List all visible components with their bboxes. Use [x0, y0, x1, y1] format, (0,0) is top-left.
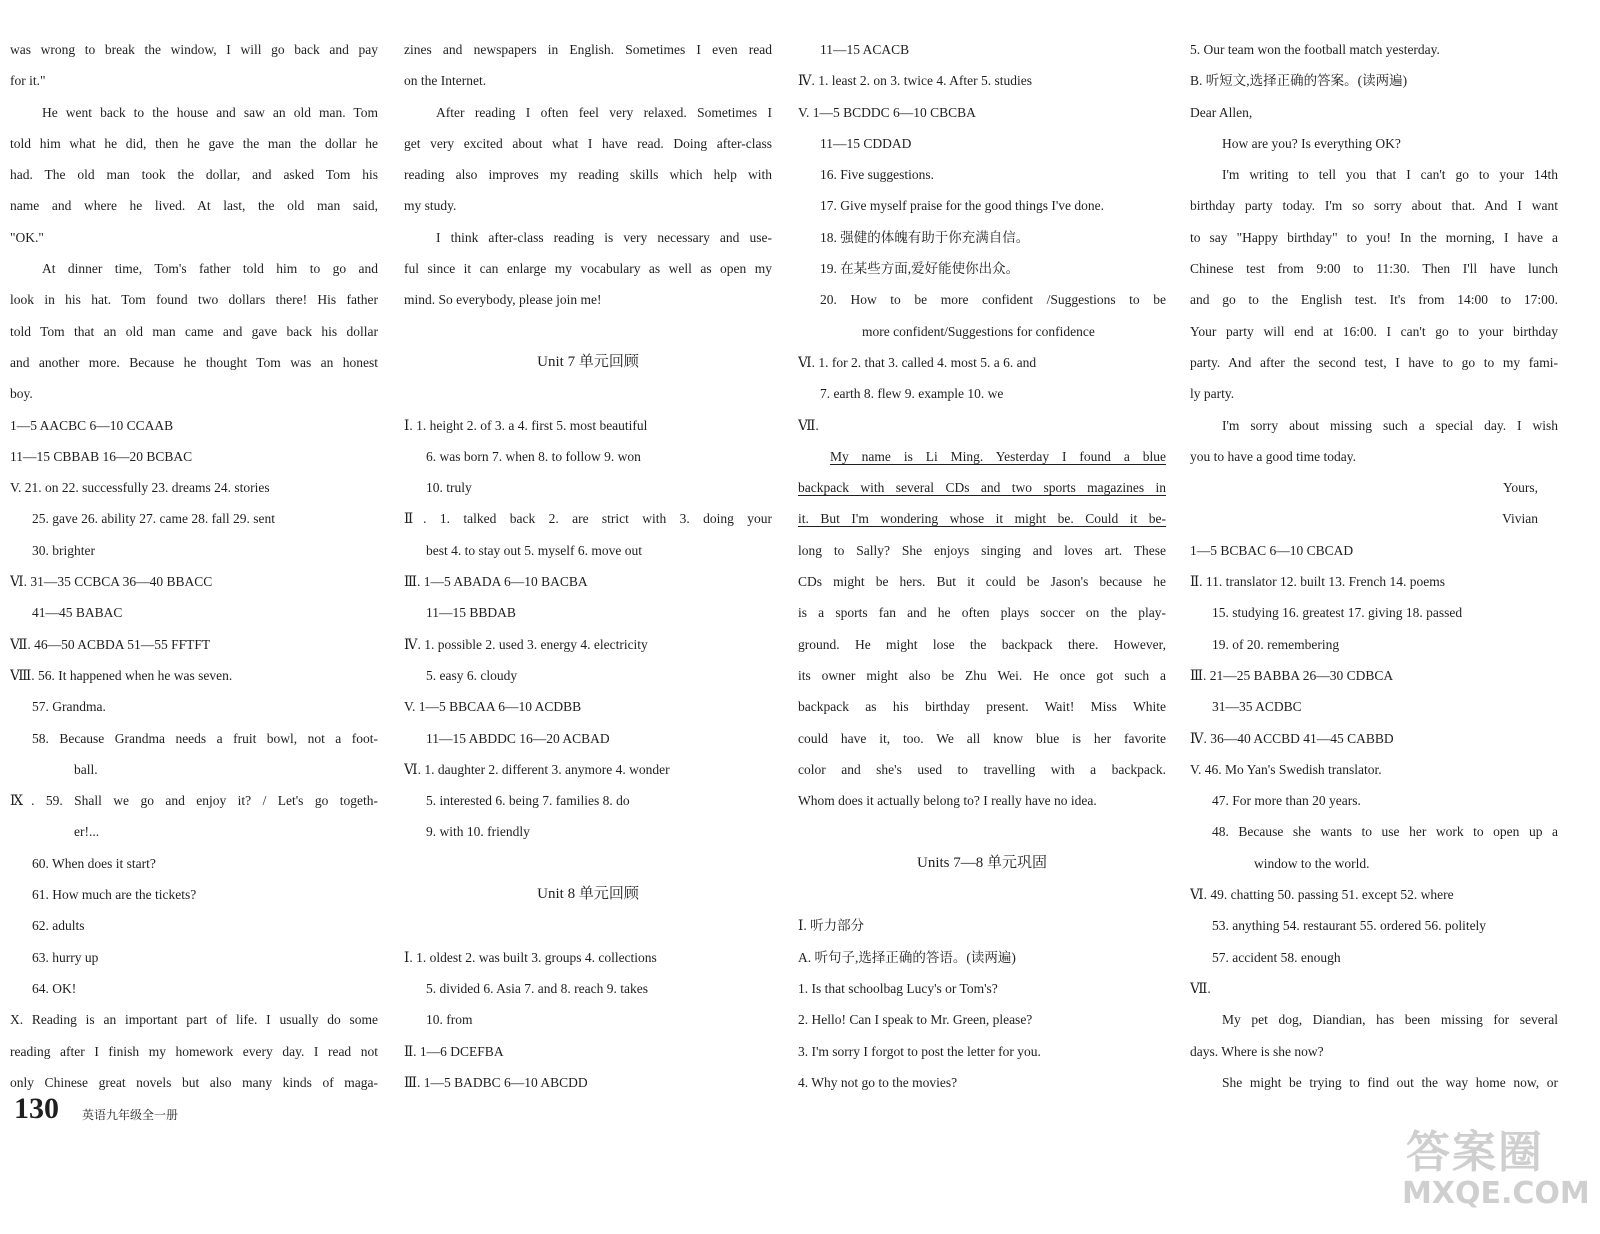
blank-line: [404, 910, 772, 941]
text-line: Your party will end at 16:00. I can't go to your birthday: [1190, 323, 1558, 339]
text-line: could have it, too. We all know blue is her favorite: [798, 730, 1166, 746]
text-line: 1—5 AACBC 6—10 CCAAB: [10, 417, 174, 433]
text-line: name and where he lived. At last, the old man said,: [10, 198, 378, 214]
text-line: 58. Because Grandma needs a fruit bowl, not a foot-: [32, 730, 378, 746]
text-line: Ⅲ. 1—5 BADBC 6—10 ABCDD: [404, 1074, 588, 1090]
text-line: 6. was born 7. when 8. to follow 9. won: [426, 448, 641, 464]
text-line: 30. brighter: [32, 542, 95, 558]
text-line: Units 7—8 单元巩固: [916, 854, 1047, 871]
text-line: I'm writing to tell you that I can't go to your 14th: [1222, 167, 1558, 183]
text-line: CDs might be hers. But it could be Jason's because he: [798, 574, 1166, 590]
text-line: 2. Hello! Can I speak to Mr. Green, please?: [798, 1012, 1033, 1028]
text-line: it. But I'm wondering whose it might be. Could it be-: [798, 511, 1166, 527]
text-line: had. The old man took the dollar, and asked Tom his: [10, 167, 378, 183]
text-line: ball.: [74, 761, 98, 777]
column-1: [10, 34, 378, 1098]
book-title: 英语九年级全一册: [82, 1108, 179, 1122]
column-3: [798, 34, 1166, 1098]
text-line: 63. hurry up: [32, 949, 99, 965]
text-line: 4. Why not go to the movies?: [798, 1074, 958, 1090]
text-line: told him what he did, then he gave the man the dollar he: [10, 135, 378, 151]
text-line: 47. For more than 20 years.: [1212, 793, 1361, 809]
text-line: Ⅵ. 1. daughter 2. different 3. anymore 4. wonder: [404, 761, 670, 777]
text-line: Ⅰ. 1. oldest 2. was built 3. groups 4. collections: [404, 949, 657, 965]
text-line: He went back to the house and saw an old man. Tom: [42, 104, 378, 120]
text-line: long to Sally? She enjoys singing and loves art. These: [798, 542, 1166, 558]
text-line: Ⅱ. 1. talked back 2. are strict with 3. doing your: [404, 511, 772, 527]
text-line: on the Internet.: [404, 73, 487, 89]
text-line: 48. Because she wants to use her work to open up a: [1212, 824, 1558, 840]
text-line: Ⅵ. 31—35 CCBCA 36—40 BBACC: [10, 574, 213, 590]
text-line: you to have a good time today.: [1190, 448, 1356, 464]
text-line: 11—15 BBDAB: [426, 605, 516, 621]
text-line: I think after-class reading is very necessary and use-: [436, 229, 772, 245]
text-line: 18. 强健的体魄有助于你充满自信。: [820, 229, 1030, 245]
text-line: 53. anything 54. restaurant 55. ordered 56. politely: [1212, 918, 1487, 934]
text-line: Whom does it actually belong to? I really have no idea.: [798, 793, 1097, 809]
blank-line: [404, 848, 772, 879]
text-line: 10. truly: [426, 480, 472, 496]
watermark-text-bottom: MXQE.COM: [1402, 1176, 1590, 1211]
text-line: 1. Is that schoolbag Lucy's or Tom's?: [798, 980, 998, 996]
text-line: 5. interested 6. being 7. families 8. do: [426, 793, 630, 809]
watermark-text-top: 答案圈: [1406, 1127, 1544, 1178]
text-line: 5. divided 6. Asia 7. and 8. reach 9. takes: [426, 980, 648, 996]
page-number: 130: [14, 1092, 59, 1125]
text-line: Ⅶ. 46—50 ACBDA 51—55 FFTFT: [10, 636, 211, 652]
text-line: Ⅵ. 49. chatting 50. passing 51. except 52. where: [1190, 887, 1454, 903]
text-line: Dear Allen,: [1190, 104, 1253, 120]
text-line: backpack with several CDs and two sports magazines in: [798, 480, 1166, 496]
text-line: 64. OK!: [32, 980, 77, 996]
text-line: Unit 8 单元回顾: [537, 886, 639, 903]
text-line: best 4. to stay out 5. myself 6. move out: [426, 542, 642, 558]
text-line: V. 1—5 BCDDC 6—10 CBCBA: [798, 104, 976, 120]
text-line: ly party.: [1190, 386, 1235, 402]
text-line: Ⅱ. 1—6 DCEFBA: [404, 1043, 504, 1059]
text-line: told Tom that an old man came and gave back his dollar: [10, 323, 378, 339]
text-line: ful since it can enlarge my vocabulary as well as open my: [404, 261, 772, 277]
text-line: 41—45 BABAC: [32, 605, 123, 621]
text-line: 57. Grandma.: [32, 699, 106, 715]
text-line: and go to the English test. It's from 14:00 to 17:00.: [1190, 292, 1558, 308]
text-line: A. 听句子,选择正确的答语。(读两遍): [798, 949, 1016, 965]
text-line: After reading I often feel very relaxed. Sometimes I: [436, 104, 772, 120]
text-line: color and she's used to travelling with a backpack.: [798, 761, 1166, 777]
text-line: Ⅲ. 21—25 BABBA 26—30 CDBCA: [1190, 667, 1394, 683]
text-line: ground. He might lose the backpack there. However,: [798, 636, 1166, 652]
text-line: 20. How to be more confident /Suggestions to be: [820, 292, 1166, 308]
text-line: Ⅰ. 1. height 2. of 3. a 4. first 5. most beautiful: [404, 417, 648, 433]
text-line: is a sports fan and he often plays soccer on the play-: [798, 605, 1166, 621]
text-line: party. And after the second test, I have to go to my fami-: [1190, 354, 1558, 370]
text-line: reading also improves my reading skills which help with: [404, 167, 772, 183]
text-line: 5. Our team won the football match yesterday.: [1190, 42, 1440, 57]
text-line: Ⅸ. 59. Shall we go and enjoy it? / Let's go togeth-: [10, 793, 378, 809]
text-line: 9. with 10. friendly: [426, 824, 530, 840]
text-line: "OK.": [10, 229, 44, 245]
text-line: Ⅳ. 1. possible 2. used 3. energy 4. electricity: [404, 636, 648, 652]
text-line: reading after I finish my homework every day. I read not: [10, 1043, 378, 1059]
text-line: 3. I'm sorry I forgot to post the letter for you.: [798, 1043, 1041, 1059]
text-line: Unit 7 单元回顾: [537, 353, 639, 370]
text-line: only Chinese great novels but also many kinds of maga-: [10, 1074, 378, 1090]
blank-line: [404, 316, 772, 347]
text-line: 11—15 ABDDC 16—20 ACBAD: [426, 730, 610, 746]
text-line: 1—5 BCBAC 6—10 CBCAD: [1190, 542, 1354, 558]
blank-line: [798, 879, 1166, 910]
text-line: 17. Give myself praise for the good things I've done.: [820, 198, 1104, 214]
text-line: My name is Li Ming. Yesterday I found a blue: [830, 448, 1166, 464]
text-line: 5. easy 6. cloudy: [426, 667, 518, 683]
watermark-logo: [1396, 1110, 1596, 1220]
text-line: 19. 在某些方面,爱好能使你出众。: [820, 261, 1020, 277]
text-line: 57. accident 58. enough: [1212, 949, 1341, 965]
column-4: [1190, 34, 1558, 1098]
text-line: How are you? Is everything OK?: [1222, 135, 1401, 151]
text-line: get very excited about what I have read. Doing after-class: [404, 135, 772, 151]
text-line: 31—35 ACDBC: [1212, 699, 1302, 715]
text-line: zines and newspapers in English. Sometimes I even read: [404, 42, 772, 57]
text-line: more confident/Suggestions for confidence: [862, 323, 1095, 339]
text-line: Ⅳ. 36—40 ACCBD 41—45 CABBD: [1190, 730, 1394, 746]
text-line: Ⅵ. 1. for 2. that 3. called 4. most 5. a 6. and: [798, 354, 1037, 370]
text-line: Ⅱ. 11. translator 12. built 13. French 14. poems: [1190, 574, 1446, 590]
text-line: 11—15 ACACB: [820, 42, 910, 57]
text-line: birthday party today. I'm so sorry about that. And I want: [1190, 198, 1558, 214]
text-line: She might be trying to find out the way home now, or: [1222, 1074, 1558, 1090]
text-line: 60. When does it start?: [32, 855, 156, 871]
text-line: er!...: [74, 824, 100, 840]
text-line: look in his hat. Tom found two dollars there! His father: [10, 292, 378, 308]
text-line: V. 21. on 22. successfully 23. dreams 24. stories: [10, 480, 270, 496]
text-line: boy.: [10, 386, 33, 402]
text-line: 10. from: [426, 1012, 473, 1028]
text-line: 15. studying 16. greatest 17. giving 18. passed: [1212, 605, 1463, 621]
text-line: Ⅶ.: [798, 417, 819, 433]
blank-line: [404, 378, 772, 409]
text-line: I'm sorry about missing such a special day. I wish: [1222, 417, 1558, 433]
blank-line: [798, 816, 1166, 847]
text-line: Ⅰ. 听力部分: [798, 918, 865, 934]
text-line: 11—15 CDDAD: [820, 135, 912, 151]
text-line: V. 46. Mo Yan's Swedish translator.: [1190, 761, 1382, 777]
text-line: 62. adults: [32, 918, 85, 934]
text-line: X. Reading is an important part of life. I usually do some: [10, 1012, 378, 1028]
text-line: and another more. Because he thought Tom was an honest: [10, 354, 378, 370]
text-line: 61. How much are the tickets?: [32, 887, 197, 903]
column-2: [404, 34, 772, 1098]
text-line: V. 1—5 BBCAA 6—10 ACDBB: [404, 699, 582, 715]
text-line: Chinese test from 9:00 to 11:30. Then I'll have lunch: [1190, 261, 1558, 277]
text-line: its owner might also be Zhu Wei. He once got such a: [798, 667, 1166, 683]
text-line: Vivian: [1502, 511, 1538, 527]
text-line: Ⅳ. 1. least 2. on 3. twice 4. After 5. studies: [798, 73, 1032, 89]
text-line: My pet dog, Diandian, has been missing for several: [1222, 1012, 1558, 1028]
text-line: 11—15 CBBAB 16—20 BCBAC: [10, 448, 193, 464]
text-line: 7. earth 8. flew 9. example 10. we: [820, 386, 1004, 402]
text-line: Yours,: [1502, 480, 1538, 496]
text-line: for it.": [10, 73, 46, 89]
text-line: 19. of 20. remembering: [1212, 636, 1340, 652]
text-line: window to the world.: [1254, 855, 1370, 871]
text-line: to say "Happy birthday" to you! In the morning, I have a: [1190, 229, 1558, 245]
text-line: my study.: [404, 198, 457, 214]
text-line: 25. gave 26. ability 27. came 28. fall 29. sent: [32, 511, 275, 527]
text-line: was wrong to break the window, I will go back and pay: [10, 42, 378, 57]
text-line: Ⅶ.: [1190, 980, 1211, 996]
text-line: Ⅷ. 56. It happened when he was seven.: [10, 667, 233, 683]
text-line: mind. So everybody, please join me!: [404, 292, 602, 308]
text-line: B. 听短文,选择正确的答案。(读两遍): [1190, 73, 1408, 89]
text-line: backpack as his birthday present. Wait! Miss White: [798, 699, 1166, 715]
text-line: days. Where is she now?: [1190, 1043, 1324, 1059]
text-line: Ⅲ. 1—5 ABADA 6—10 BACBA: [404, 574, 588, 590]
text-line: At dinner time, Tom's father told him to go and: [42, 261, 378, 277]
text-line: 16. Five suggestions.: [820, 167, 935, 183]
